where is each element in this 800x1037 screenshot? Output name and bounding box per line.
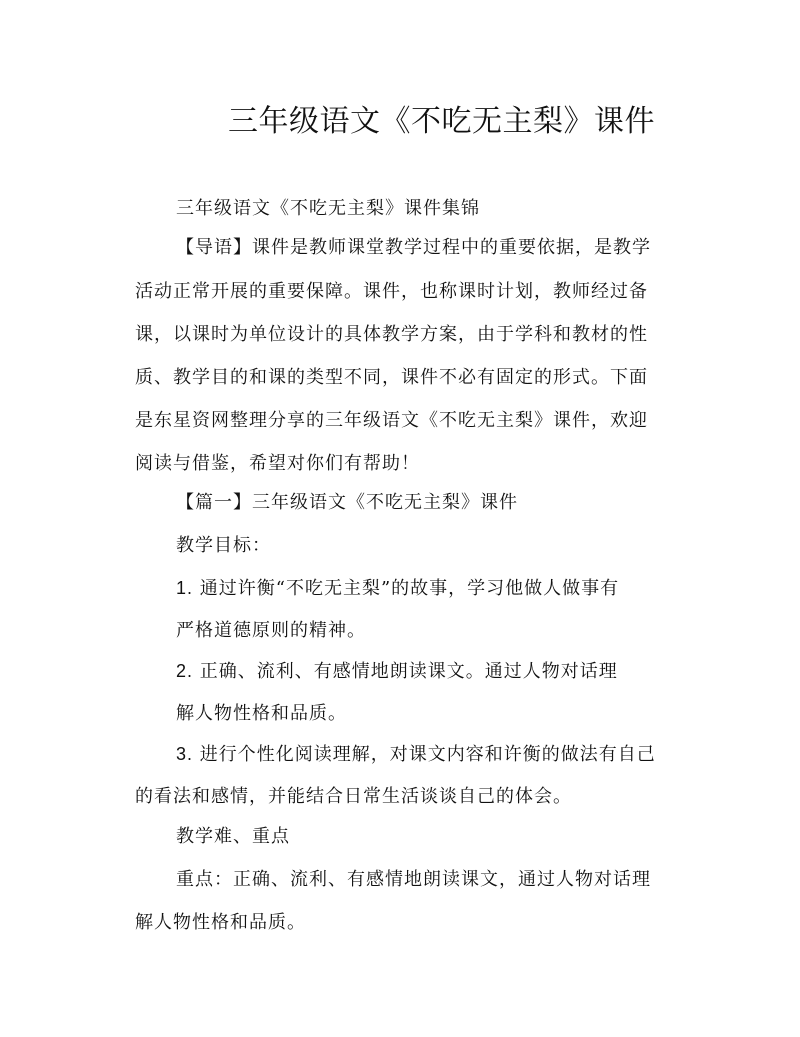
objectives-heading: 教学目标： [176,535,271,556]
document-title: 三年级语文《不吃无主梨》课件 [228,104,655,139]
difficulty-heading: 教学难、重点 [176,826,290,847]
objective-3-text: 进行个性化阅读理解，对课文内容和许衡的做法有自己 [199,744,656,765]
objective-2-text: 正确、流利、有感情地朗读课文。通过人物对话理 [199,661,618,682]
objective-2-line1 [176,658,618,685]
objective-2-number: 2. [176,661,194,681]
objective-3-line2: 的看法和感情，并能结合日常生活谈谈自己的体会。 [135,786,572,807]
intro-line: 是东星资网整理分享的三年级语文《不吃无主梨》课件，欢迎 [135,410,648,431]
objective-3-number: 3. [176,744,194,764]
intro-line: 课，以课时为单位设计的具体教学方案，由于学科和教材的性 [135,324,648,345]
intro-line: 活动正常开展的重要保障。课件，也称课时计划，教师经过备 [135,281,648,302]
intro-line: 阅读与借鉴，希望对你们有帮助！ [135,453,420,474]
key-point-line2: 解人物性格和品质。 [135,912,306,933]
objective-1-text: 通过许衡“不吃无主梨”的故事，学习他做人做事有 [199,578,620,599]
objective-1-line2: 严格道德原则的精神。 [176,620,366,641]
document-subtitle: 三年级语文《不吃无主梨》课件集锦 [176,198,480,219]
intro-line: 【导语】课件是教师课堂教学过程中的重要依据，是教学 [176,237,651,258]
objective-1-line1 [176,575,619,602]
objective-2-line2: 解人物性格和品质。 [176,703,347,724]
section-heading: 【篇一】三年级语文《不吃无主梨》课件 [176,492,518,513]
objective-1-number: 1. [176,578,194,598]
key-point-line1: 重点：正确、流利、有感情地朗读课文，通过人物对话理 [176,869,651,890]
objective-3-line1 [176,741,656,768]
intro-line: 质、教学目的和课的类型不同，课件不必有固定的形式。下面 [135,367,648,388]
